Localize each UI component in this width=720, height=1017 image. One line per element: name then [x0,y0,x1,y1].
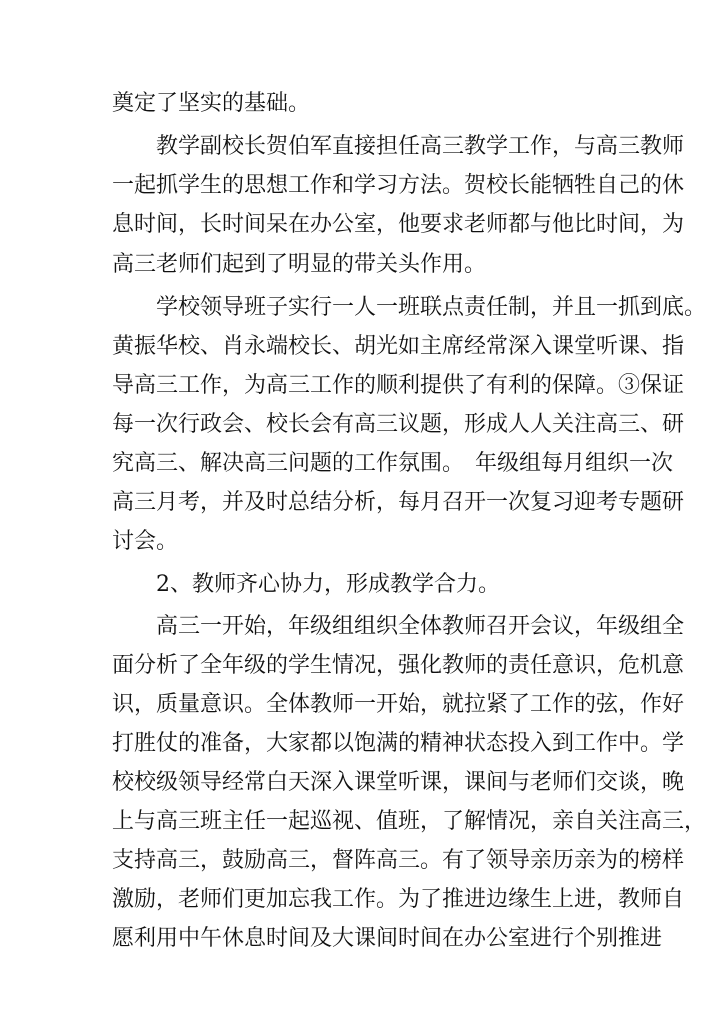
text-line: 支持高三，鼓励高三，督阵高三。有了领导亲历亲为的榜样 [112,848,685,873]
text-line: 激励，老师们更加忘我工作。为了推进边缘生上进，教师自 [112,887,685,912]
text-line: 讨会。 [112,529,179,554]
text-line: 教学副校长贺伯军直接担任高三教学工作，与高三教师 [112,134,685,159]
text-line: 打胜仗的准备，大家都以饱满的精神状态投入到工作中。学 [112,731,685,756]
text-line: 每一次行政会、校长会有高三议题，形成人人关注高三、研 [112,412,685,437]
text-line: 奠定了坚实的基础。 [112,91,311,116]
text-line: 愿利用中午休息时间及大课间时间在办公室进行个别推进 [112,926,663,951]
text-line: 上与高三班主任一起巡视、值班，了解情况，亲自关注高三， [112,809,707,834]
text-line: 学校领导班子实行一人一班联点责任制，并且一抓到底。 [112,295,707,320]
text-line: 高三老师们起到了明显的带关头作用。 [112,252,487,277]
text-line: 面分析了全年级的学生情况，强化教师的责任意识，危机意 [112,653,685,678]
text-line: 息时间，长时间呆在办公室，他要求老师都与他比时间，为 [112,212,685,237]
text-line: 校校级领导经常白天深入课堂听课，课间与老师们交谈，晚 [112,770,685,795]
text-line: 一起抓学生的思想工作和学习方法。贺校长能牺牲自己的休 [112,173,685,198]
text-line: 高三一开始，年级组组织全体教师召开会议，年级组全 [112,614,685,639]
text-line: 导高三工作，为高三工作的顺利提供了有利的保障。③保证 [112,373,685,398]
text-line: 高三月考，并及时总结分析，每月召开一次复习迎考专题研 [112,490,685,515]
text-line: 究高三、解决高三问题的工作氛围。 年级组每月组织一次 [112,451,674,476]
text-line: 识，质量意识。全体教师一开始，就拉紧了工作的弦，作好 [112,692,685,717]
text-line: 2、教师齐心协力，形成教学合力。 [112,572,500,597]
text-line: 黄振华校、肖永端校长、胡光如主席经常深入课堂听课、指 [112,334,685,359]
